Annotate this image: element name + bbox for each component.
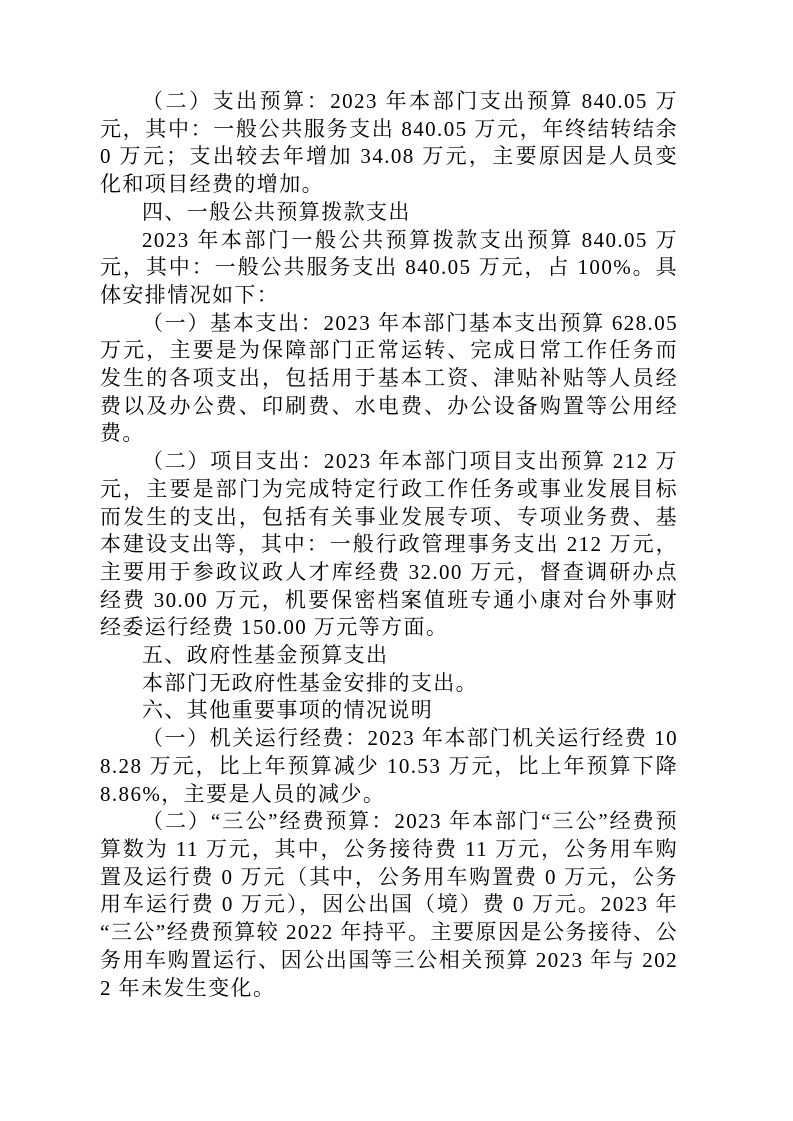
paragraph-general-public-budget-overview: 2023 年本部门一般公共预算拨款支出预算 840.05 万元，其中：一般公共服务支出 840.05 万元，占 100%。具体安排情况如下：: [100, 227, 678, 307]
heading-section-5-government-fund-budget: 五、政府性基金预算支出: [142, 643, 389, 668]
paragraph-project-expenditure: （二）项目支出：2023 年本部门项目支出预算 212 万元，主要是部门为完成特定行政工作任务或事业发展目标而发生的支出，包括有关事业发展专项、专项业务费、基本建设支出等，其中：一般行政管理事务支出 212 万元，主要用于参政议政人才库经费 32.00 万元，督查调研办点经费 30.00 万元，机要保密档案值班专通小康对台外事财经委运行经费 150.00 万元等方面。: [100, 449, 678, 640]
paragraph-three-public-expenses: （二）“三公”经费预算：2023 年本部门“三公”经费预算数为 11 万元，其中，公务接待费 11 万元，公务用车购置及运行费 0 万元（其中，公务用车购置费 0 万元，公务用车运行费 0 万元），因公出国（境）费 0 万元。2023 年“三公”经费预算较 2022 年持平。主要原因是公务接待、公务用车购置运行、因公出国等三公相关预算 2023 年与 2022 年未发生变化。: [100, 809, 678, 1000]
paragraph-expenditure-budget: （二）支出预算：2023 年本部门支出预算 840.05 万元，其中：一般公共服务支出 840.05 万元，年终结转结余 0 万元；支出较去年增加 34.08 万元，主要原因是人员变化和项目经费的增加。: [100, 89, 678, 197]
paragraph-agency-operating-expenses: （一）机关运行经费：2023 年本部门机关运行经费 108.28 万元，比上年预算减少 10.53 万元，比上年预算下降 8.86%，主要是人员的减少。: [100, 726, 678, 806]
heading-section-4-general-public-budget-expenditure: 四、一般公共预算拨款支出: [142, 199, 411, 224]
paragraph-no-government-fund: 本部门无政府性基金安排的支出。: [142, 670, 478, 695]
paragraph-basic-expenditure: （一）基本支出：2023 年本部门基本支出预算 628.05 万元，主要是为保障部门正常运转、完成日常工作任务而发生的各项支出，包括用于基本工资、津贴补贴等人员经费以及办公费、印刷费、水电费、办公设备购置等公用经费。: [100, 310, 678, 446]
heading-section-6-other-important-matters: 六、其他重要事项的情况说明: [142, 698, 434, 723]
document-body: [100, 88, 678, 1002]
